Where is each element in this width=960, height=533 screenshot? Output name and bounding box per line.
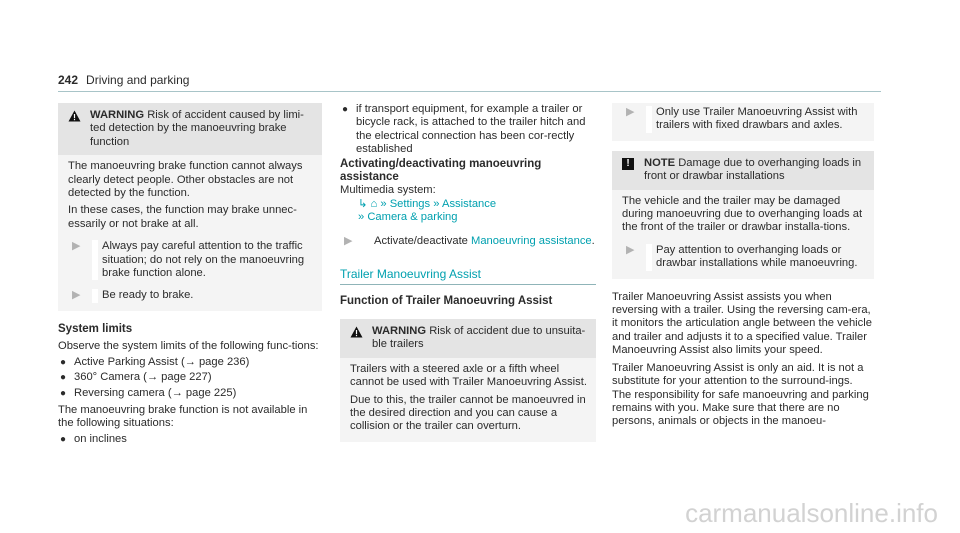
path-arrow-icon: ↳	[358, 197, 368, 210]
warning-box-continued	[612, 103, 874, 141]
warning-label: WARNING	[90, 109, 145, 121]
arrow-right-icon: ▶	[626, 243, 635, 256]
warning-body-2: Due to this, the trailer cannot be manoeuvred in the desired direction and you can cause a collision or the trailer can overturn.	[350, 393, 586, 433]
not-available-text: The manoeuvring brake function is not available in the following situations:	[58, 403, 308, 430]
column-2	[340, 103, 596, 442]
warning-instruction: ▶ Always pay careful attention to the traffic situation; do not rely on the manoeuvring brake function alone.	[68, 240, 314, 280]
arrow-right-icon: ▶	[626, 106, 635, 118]
note-label: NOTE	[644, 156, 676, 169]
warning-title: Risk of accident caused by limi-ted detection by the manoeuvring brake function	[90, 109, 304, 148]
list-item: ● 360° Camera (→ page 227)	[60, 371, 212, 384]
camera-parking-link[interactable]: Camera & parking	[367, 211, 458, 224]
warning-box	[340, 319, 596, 442]
list-item: ● Reversing camera (→ page 225)	[60, 386, 237, 399]
system-limits-heading: System limits	[58, 322, 133, 335]
double-chevron-icon: »	[380, 197, 387, 210]
system-limits-intro: Observe the system limits of the following func-tions:	[58, 340, 319, 353]
note-title: Damage due to overhanging loads in front or drawbar installations	[644, 156, 862, 183]
function-heading: Function of Trailer Manoeuvring Assist	[340, 295, 553, 308]
settings-link[interactable]: Settings	[389, 197, 431, 210]
warning-triangle-icon	[350, 326, 366, 352]
section-title: Driving and parking	[86, 73, 190, 87]
note-box	[612, 151, 874, 279]
arrow-right-icon: ▶	[344, 234, 353, 247]
paragraph-2: Trailer Manoeuvring Assist is only an aid. It is not a substitute for your attention to the surround-ings. The responsibility for safe manoeuvring and parking remains with you. Make sure that there are no persons, animals or objects in the manoeu-	[612, 361, 869, 428]
arrow-right-icon: ▶	[72, 240, 81, 253]
list-item: ● if transport equipment, for example a trailer or bicycle rack, is attached to the trailer hitch and the electrical connection has been cor-rectly established	[342, 103, 586, 156]
menu-path-cont	[340, 211, 596, 224]
warning-body-1: Trailers with a steered axle or a fifth wheel cannot be used with Trailer Manoeuvring Assist.	[350, 362, 587, 389]
home-icon[interactable]: ⌂	[370, 197, 378, 210]
note-body: The vehicle and the trailer may be damaged during manoeuvring due to overhanging loads at the front of the trailer or drawbar installa-tions.	[622, 194, 863, 234]
warning-body-2: In these cases, the function may brake unnec-essarily or not brake at all.	[68, 204, 297, 230]
menu-path	[340, 198, 596, 211]
column-3	[612, 103, 874, 429]
assistance-link[interactable]: Assistance	[441, 197, 497, 210]
warning-instruction: ▶ Only use Trailer Manoeuvring Assist with trailers with fixed drawbars and axles.	[622, 106, 866, 133]
warning-triangle-icon	[68, 110, 84, 149]
warning-box	[58, 103, 322, 311]
list-item: ● Active Parking Assist (→ page 236)	[60, 355, 250, 368]
activating-heading: Activating/deactivating manoeuvring assistance	[340, 157, 542, 184]
warning-title: Risk of accident due to unsuita-ble trailers	[372, 324, 586, 351]
note-instruction: ▶ Pay attention to overhanging loads or drawbar installations while manoeuvring.	[622, 244, 866, 271]
double-chevron-icon: »	[433, 197, 440, 210]
column-1	[58, 103, 322, 446]
header-rule	[58, 91, 881, 92]
page-header	[58, 74, 189, 88]
notice-icon: !	[622, 157, 638, 184]
arrow-right-icon: ▶	[72, 289, 81, 302]
warning-body-1: The manoeuvring brake function cannot always clearly detect people. Other obstacles are not detected by the function.	[68, 160, 303, 200]
multimedia-label: Multimedia system:	[340, 184, 436, 197]
list-item: ● on inclines	[60, 432, 127, 445]
watermark: carmanualsonline.info	[685, 498, 938, 528]
warning-label: WARNING	[372, 324, 427, 337]
double-chevron-icon: »	[358, 211, 365, 224]
paragraph-1: Trailer Manoeuvring Assist assists you when reversing with a trailer. Using the reversing cam-era, it monitors the articulation angle between the vehicle and trailer and adjusts it to a specified value. Trailer Manoeuvring Assist also limits your speed.	[612, 290, 872, 357]
manoeuvring-assistance-link[interactable]: Manoeuvring assistance	[471, 234, 592, 247]
page-number: 242	[58, 73, 79, 87]
activate-instruction: ▶ Activate/deactivate Manoeuvring assistance.	[340, 235, 596, 248]
trailer-section-title: Trailer Manoeuvring Assist	[340, 268, 596, 285]
warning-instruction: ▶ Be ready to brake.	[68, 289, 314, 302]
